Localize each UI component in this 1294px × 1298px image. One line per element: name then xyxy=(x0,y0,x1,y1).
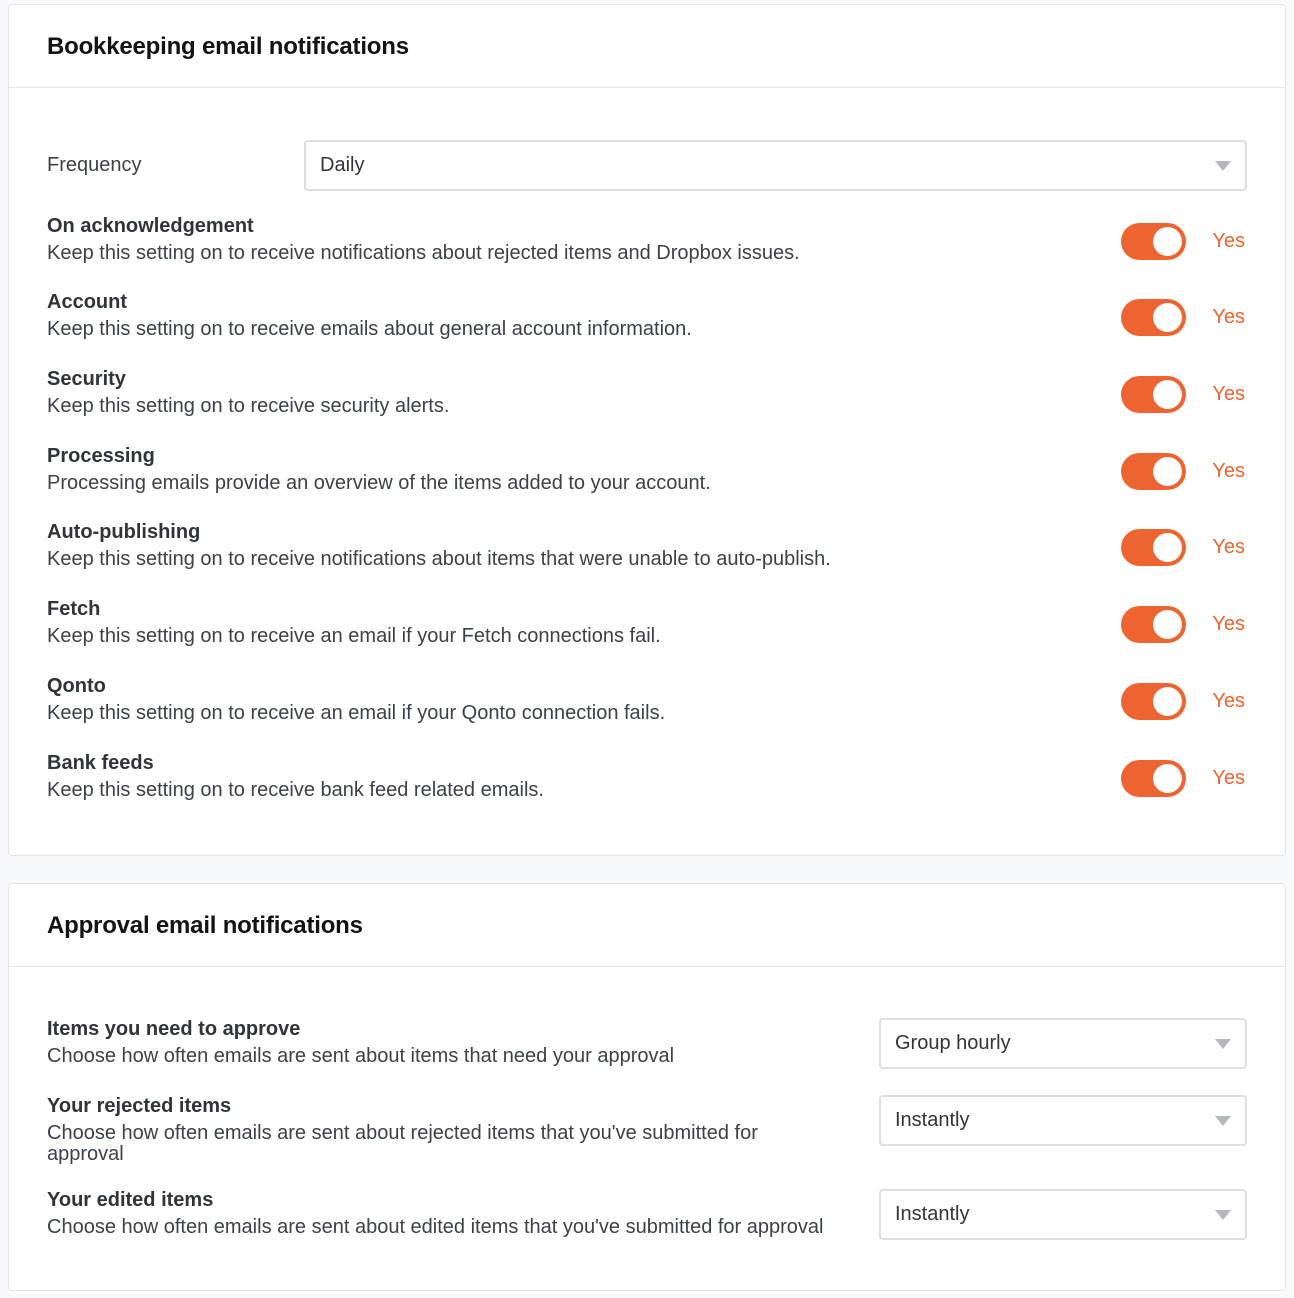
bookkeeping-title: Bookkeeping email notifications xyxy=(47,33,409,60)
frequency-select[interactable] xyxy=(304,140,1247,191)
chevron-down-icon xyxy=(1215,1210,1231,1220)
setting-row-fetch xyxy=(47,598,1247,658)
setting-title: Account xyxy=(47,291,127,313)
toggle-state-label: Yes xyxy=(1212,460,1245,482)
chevron-down-icon xyxy=(1215,161,1231,171)
setting-description: Keep this setting on to receive emails about general account information. xyxy=(47,318,692,340)
chevron-down-icon xyxy=(1215,1116,1231,1126)
items-to-approve-select[interactable] xyxy=(879,1018,1247,1069)
toggle-knob xyxy=(1153,227,1182,256)
setting-row-account xyxy=(47,291,1247,351)
setting-row-security xyxy=(47,368,1247,428)
setting-title: Processing xyxy=(47,445,155,467)
toggle-knob xyxy=(1153,610,1182,639)
setting-title: Security xyxy=(47,368,126,390)
setting-title: Your edited items xyxy=(47,1189,214,1211)
toggle-state-label: Yes xyxy=(1212,230,1245,252)
toggle-on-acknowledgement[interactable] xyxy=(1121,223,1186,260)
setting-title: Fetch xyxy=(47,598,101,620)
setting-description: Choose how often emails are sent about edited items that you've submitted for approval xyxy=(47,1216,824,1238)
edited-items-select[interactable] xyxy=(879,1189,1247,1240)
toggle-state-label: Yes xyxy=(1212,306,1245,328)
setting-title: Items you need to approve xyxy=(47,1018,301,1040)
toggle-state-label: Yes xyxy=(1212,690,1245,712)
bookkeeping-card xyxy=(8,4,1286,856)
toggle-knob xyxy=(1153,303,1182,332)
toggle-auto-publishing[interactable] xyxy=(1121,529,1186,566)
select-value: Group hourly xyxy=(895,1032,1011,1054)
select-value: Instantly xyxy=(895,1203,970,1225)
toggle-knob xyxy=(1153,687,1182,716)
toggle-state-label: Yes xyxy=(1212,767,1245,789)
toggle-processing[interactable] xyxy=(1121,453,1186,490)
toggle-knob xyxy=(1153,764,1182,793)
setting-description: Keep this setting on to receive bank feed related emails. xyxy=(47,779,544,801)
setting-description: Keep this setting on to receive security alerts. xyxy=(47,395,450,417)
frequency-row xyxy=(47,140,1247,191)
toggle-fetch[interactable] xyxy=(1121,606,1186,643)
frequency-select-value: Daily xyxy=(320,154,365,176)
approval-header xyxy=(9,884,1285,967)
approval-title: Approval email notifications xyxy=(47,912,363,939)
setting-description: Choose how often emails are sent about items that need your approval xyxy=(47,1045,675,1067)
toggle-qonto[interactable] xyxy=(1121,683,1186,720)
bookkeeping-header xyxy=(9,5,1285,88)
setting-row-on-acknowledgement xyxy=(47,215,1247,275)
setting-title: Bank feeds xyxy=(47,752,154,774)
toggle-state-label: Yes xyxy=(1212,383,1245,405)
toggle-state-label: Yes xyxy=(1212,613,1245,635)
setting-description: Keep this setting on to receive an email if your Qonto connection fails. xyxy=(47,702,666,724)
setting-title: Auto-publishing xyxy=(47,521,201,543)
rejected-items-select[interactable] xyxy=(879,1095,1247,1146)
toggle-knob xyxy=(1153,533,1182,562)
setting-title: On acknowledgement xyxy=(47,215,254,237)
frequency-label: Frequency xyxy=(47,154,142,176)
toggle-security[interactable] xyxy=(1121,376,1186,413)
setting-row-processing xyxy=(47,445,1247,505)
toggle-bank-feeds[interactable] xyxy=(1121,760,1186,797)
setting-description: Processing emails provide an overview of the items added to your account. xyxy=(47,472,711,494)
setting-description: Keep this setting on to receive an email if your Fetch connections fail. xyxy=(47,625,661,647)
setting-description: Keep this setting on to receive notifications about rejected items and Dropbox issues. xyxy=(47,242,800,264)
chevron-down-icon xyxy=(1215,1039,1231,1049)
setting-row-bank-feeds xyxy=(47,752,1247,812)
toggle-state-label: Yes xyxy=(1212,536,1245,558)
setting-title: Your rejected items xyxy=(47,1095,232,1117)
toggle-account[interactable] xyxy=(1121,299,1186,336)
toggle-knob xyxy=(1153,380,1182,409)
select-value: Instantly xyxy=(895,1109,970,1131)
approval-card xyxy=(8,883,1286,1291)
setting-title: Qonto xyxy=(47,675,106,697)
setting-description: Choose how often emails are sent about rejected items that you've submitted for approval xyxy=(47,1122,758,1165)
setting-description: Keep this setting on to receive notifications about items that were unable to auto-publish. xyxy=(47,548,831,570)
setting-row-auto-publishing xyxy=(47,521,1247,581)
toggle-knob xyxy=(1153,457,1182,486)
setting-row-qonto xyxy=(47,675,1247,735)
